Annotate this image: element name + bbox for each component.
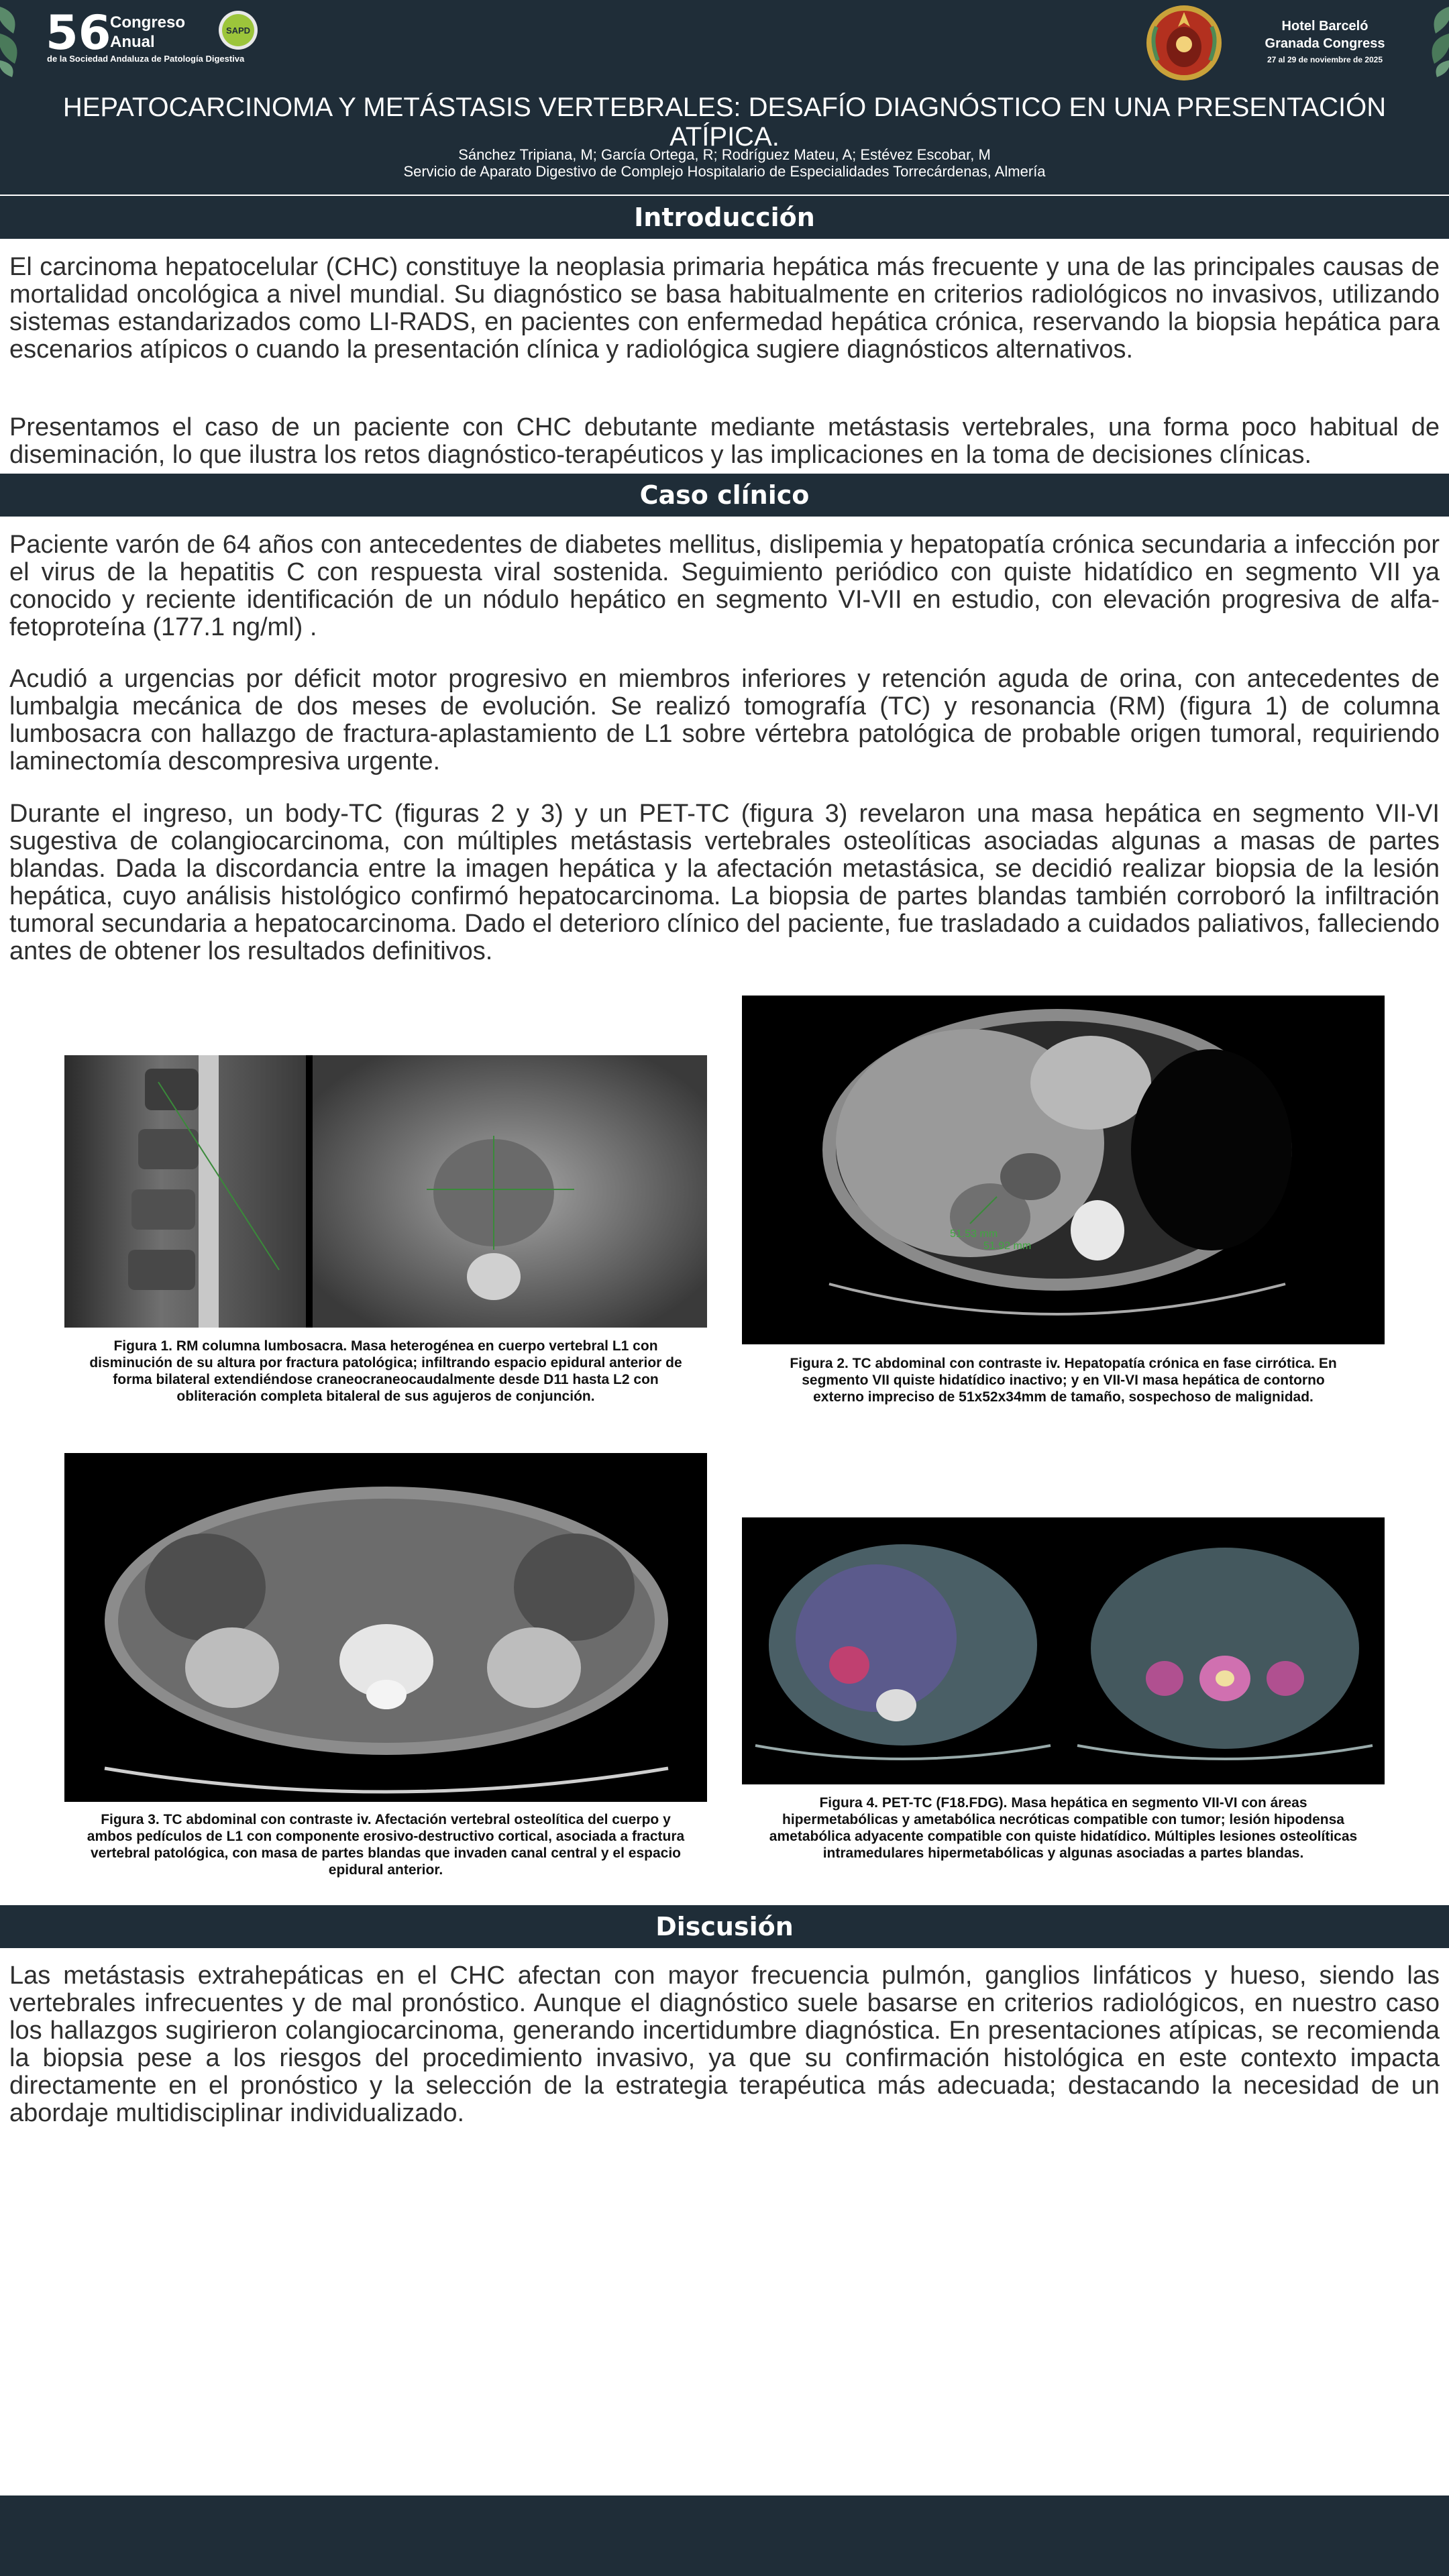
poster-affiliation: Servicio de Aparato Digestivo de Complejo Hospitalario de Especialidades Torrecárdenas, Almería (403, 163, 1046, 180)
congress-line1: Congreso (110, 13, 186, 32)
venue-line1: Hotel Barceló (1281, 19, 1368, 34)
figure-4-caption: Figura 4. PET-TC (F18.FDG). Masa hepática en segmento VII-VI con áreas hipermetabólicas y ametabólica necróticas compatible con tumor; lesión hipodensa ametabólica adyacente compatible con quiste hidatídico. Múltiples lesiones osteolíticas intramedulares hipermetabólicas y algunas asociadas a partes blandas. (769, 1795, 1358, 1861)
sapd-logo-text: SAPD (225, 25, 251, 36)
congress-dates: 27 al 29 de noviembre de 2025 (1267, 55, 1383, 64)
venue-line2: Granada Congress (1265, 36, 1385, 51)
figure-2-ct-image (742, 996, 1385, 1344)
leaf-ornament-left-icon (0, 0, 32, 80)
congress-line2: Anual (110, 32, 155, 51)
discussion-paragraph-1: Las metástasis extrahepáticas en el CHC afectan con mayor frecuencia pulmón, ganglios linfáticos y hueso, siendo las vertebrales infrecuentes y de mal pronóstico. Aunque el diagnóstico suele basarse en criterios radiológicos, en nuestro caso los hallazgos sugirieron colangiocarcinoma, generando incertidumbre diagnóstica. En presentaciones atípicas, se recomienda la biopsia pese a los riesgos del procedimiento invasivo, ya que su confirmación histológica en este contexto impacta directamente en el pronóstico y la selección de la estrategia terapéutica más adecuada; destacando la necesidad de un abordaje multidisciplinar individualizado. (9, 1962, 1440, 2127)
sapd-logo-icon (217, 9, 259, 51)
figure-1-mri-image (64, 1055, 707, 1328)
figure-2-measure-1: 51.53 mm (950, 1228, 998, 1240)
case-paragraph-3: Durante el ingreso, un body-TC (figuras 2 y 3) y un PET-TC (figura 3) revelaron una masa hepática en segmento VII-VI sugestiva de colangiocarcinoma, con múltiples metástasis vertebrales osteolíticas asociadas algunas a masas de partes blandas. Dada la discordancia entre la imagen hepática y la afectación metastásica, se decidió realizar biopsia de la lesión hepática, cuyo análisis histológico confirmó hepatocarcinoma. La biopsia de partes blandas también corroboró la infiltración tumoral secundaria a hepatocarcinoma. Dado el deterioro clínico del paciente, fue trasladado a cuidados paliativos, falleciendo antes de obtener los resultados definitivos. (9, 800, 1440, 965)
intro-paragraph-2: Presentamos el caso de un paciente con CHC debutante mediante metástasis vertebrales, una forma poco habitual de diseminación, lo que ilustra los retos diagnóstico-terapéuticos y las implicaciones en la toma de decisiones clínicas. (9, 413, 1440, 469)
figure-3-ct-image (64, 1453, 707, 1802)
congress-label (110, 13, 185, 52)
section-heading-discusion: Discusión (0, 1905, 1449, 1948)
case-paragraph-2: Acudió a urgencias por déficit motor progresivo en miembros inferiores y retención aguda de orina, con antecedentes de lumbalgia mecánica de dos meses de evolución. Se realizó tomografía (TC) y resonancia (RM) (figura 1) de columna lumbosacra con hallazgo de fractura-aplastamiento de L1 sobre vértebra patológica de probable origen tumoral, requiriendo laminectomía descompresiva urgente. (9, 665, 1440, 775)
congress-number: 56 (46, 5, 111, 60)
poster-title: HEPATOCARCINOMA Y METÁSTASIS VERTEBRALES: DESAFÍO DIAGNÓSTICO EN UNA PRESENTACIÓN ATÍPICA. (62, 93, 1387, 152)
leaf-ornament-right-icon (1417, 0, 1449, 80)
venue-info (1241, 17, 1409, 64)
section-heading-introduccion: Introducción (0, 196, 1449, 239)
poster-header (0, 0, 1449, 195)
society-name: de la Sociedad Andaluza de Patología Digestiva (47, 54, 245, 64)
poster-authors: Sánchez Tripiana, M; García Ortega, R; Rodríguez Mateu, A; Estévez Escobar, M (458, 146, 991, 163)
case-paragraph-1: Paciente varón de 64 años con antecedentes de diabetes mellitus, dislipemia y hepatopatía crónica secundaria a infección por el virus de la hepatitis C con respuesta viral sostenida. Seguimiento periódico con quiste hidatídico en segmento VII ya conocido y reciente identificación de un nódulo hepático en segmento VI-VII en estudio, con elevación progresiva de alfa-fetoproteína (177.1 ng/ml) . (9, 531, 1440, 641)
figure-3-caption: Figura 3. TC abdominal con contraste iv. Afectación vertebral osteolítica del cuerpo y ambos pedículos de L1 con componente erosivo-destructivo cortical, asociada a fractura vertebral patológica, con masa de partes blandas que invaden canal central y el espacio epidural anterior. (87, 1812, 685, 1878)
granada-emblem-icon (1143, 0, 1225, 83)
poster-footer (0, 2496, 1449, 2576)
figure-4-pet-ct-image (742, 1517, 1385, 1784)
figure-1-caption: Figura 1. RM columna lumbosacra. Masa heterogénea en cuerpo vertebral L1 con disminución de su altura por fractura patológica; infiltrando espacio epidural anterior de forma bilateral extendiéndose craneocraneocaudalmente desde D11 hasta L2 con obliteración completa bitaleral de sus agujeros de conjunción. (89, 1338, 682, 1404)
section-heading-caso-clinico: Caso clínico (0, 474, 1449, 517)
intro-paragraph-1: El carcinoma hepatocelular (CHC) constituye la neoplasia primaria hepática más frecuente y una de las principales causas de mortalidad oncológica a nivel mundial. Su diagnóstico se basa habitualmente en criterios radiológicos no invasivos, utilizando sistemas estandarizados como LI-RADS, en pacientes con enfermedad hepática crónica, reservando la biopsia hepática para escenarios atípicos o cuando la presentación clínica y radiológica sugiere diagnósticos alternativos. (9, 253, 1440, 364)
figure-2-caption: Figura 2. TC abdominal con contraste iv. Hepatopatía crónica en fase cirrótica. En segmento VII quiste hidatídico inactivo; y en VII-VI masa hepática de contorno externo impreciso de 51x52x34mm de tamaño, sospechoso de malignidad. (790, 1356, 1337, 1405)
figure-2-measure-2: 51.92 mm (983, 1240, 1032, 1252)
